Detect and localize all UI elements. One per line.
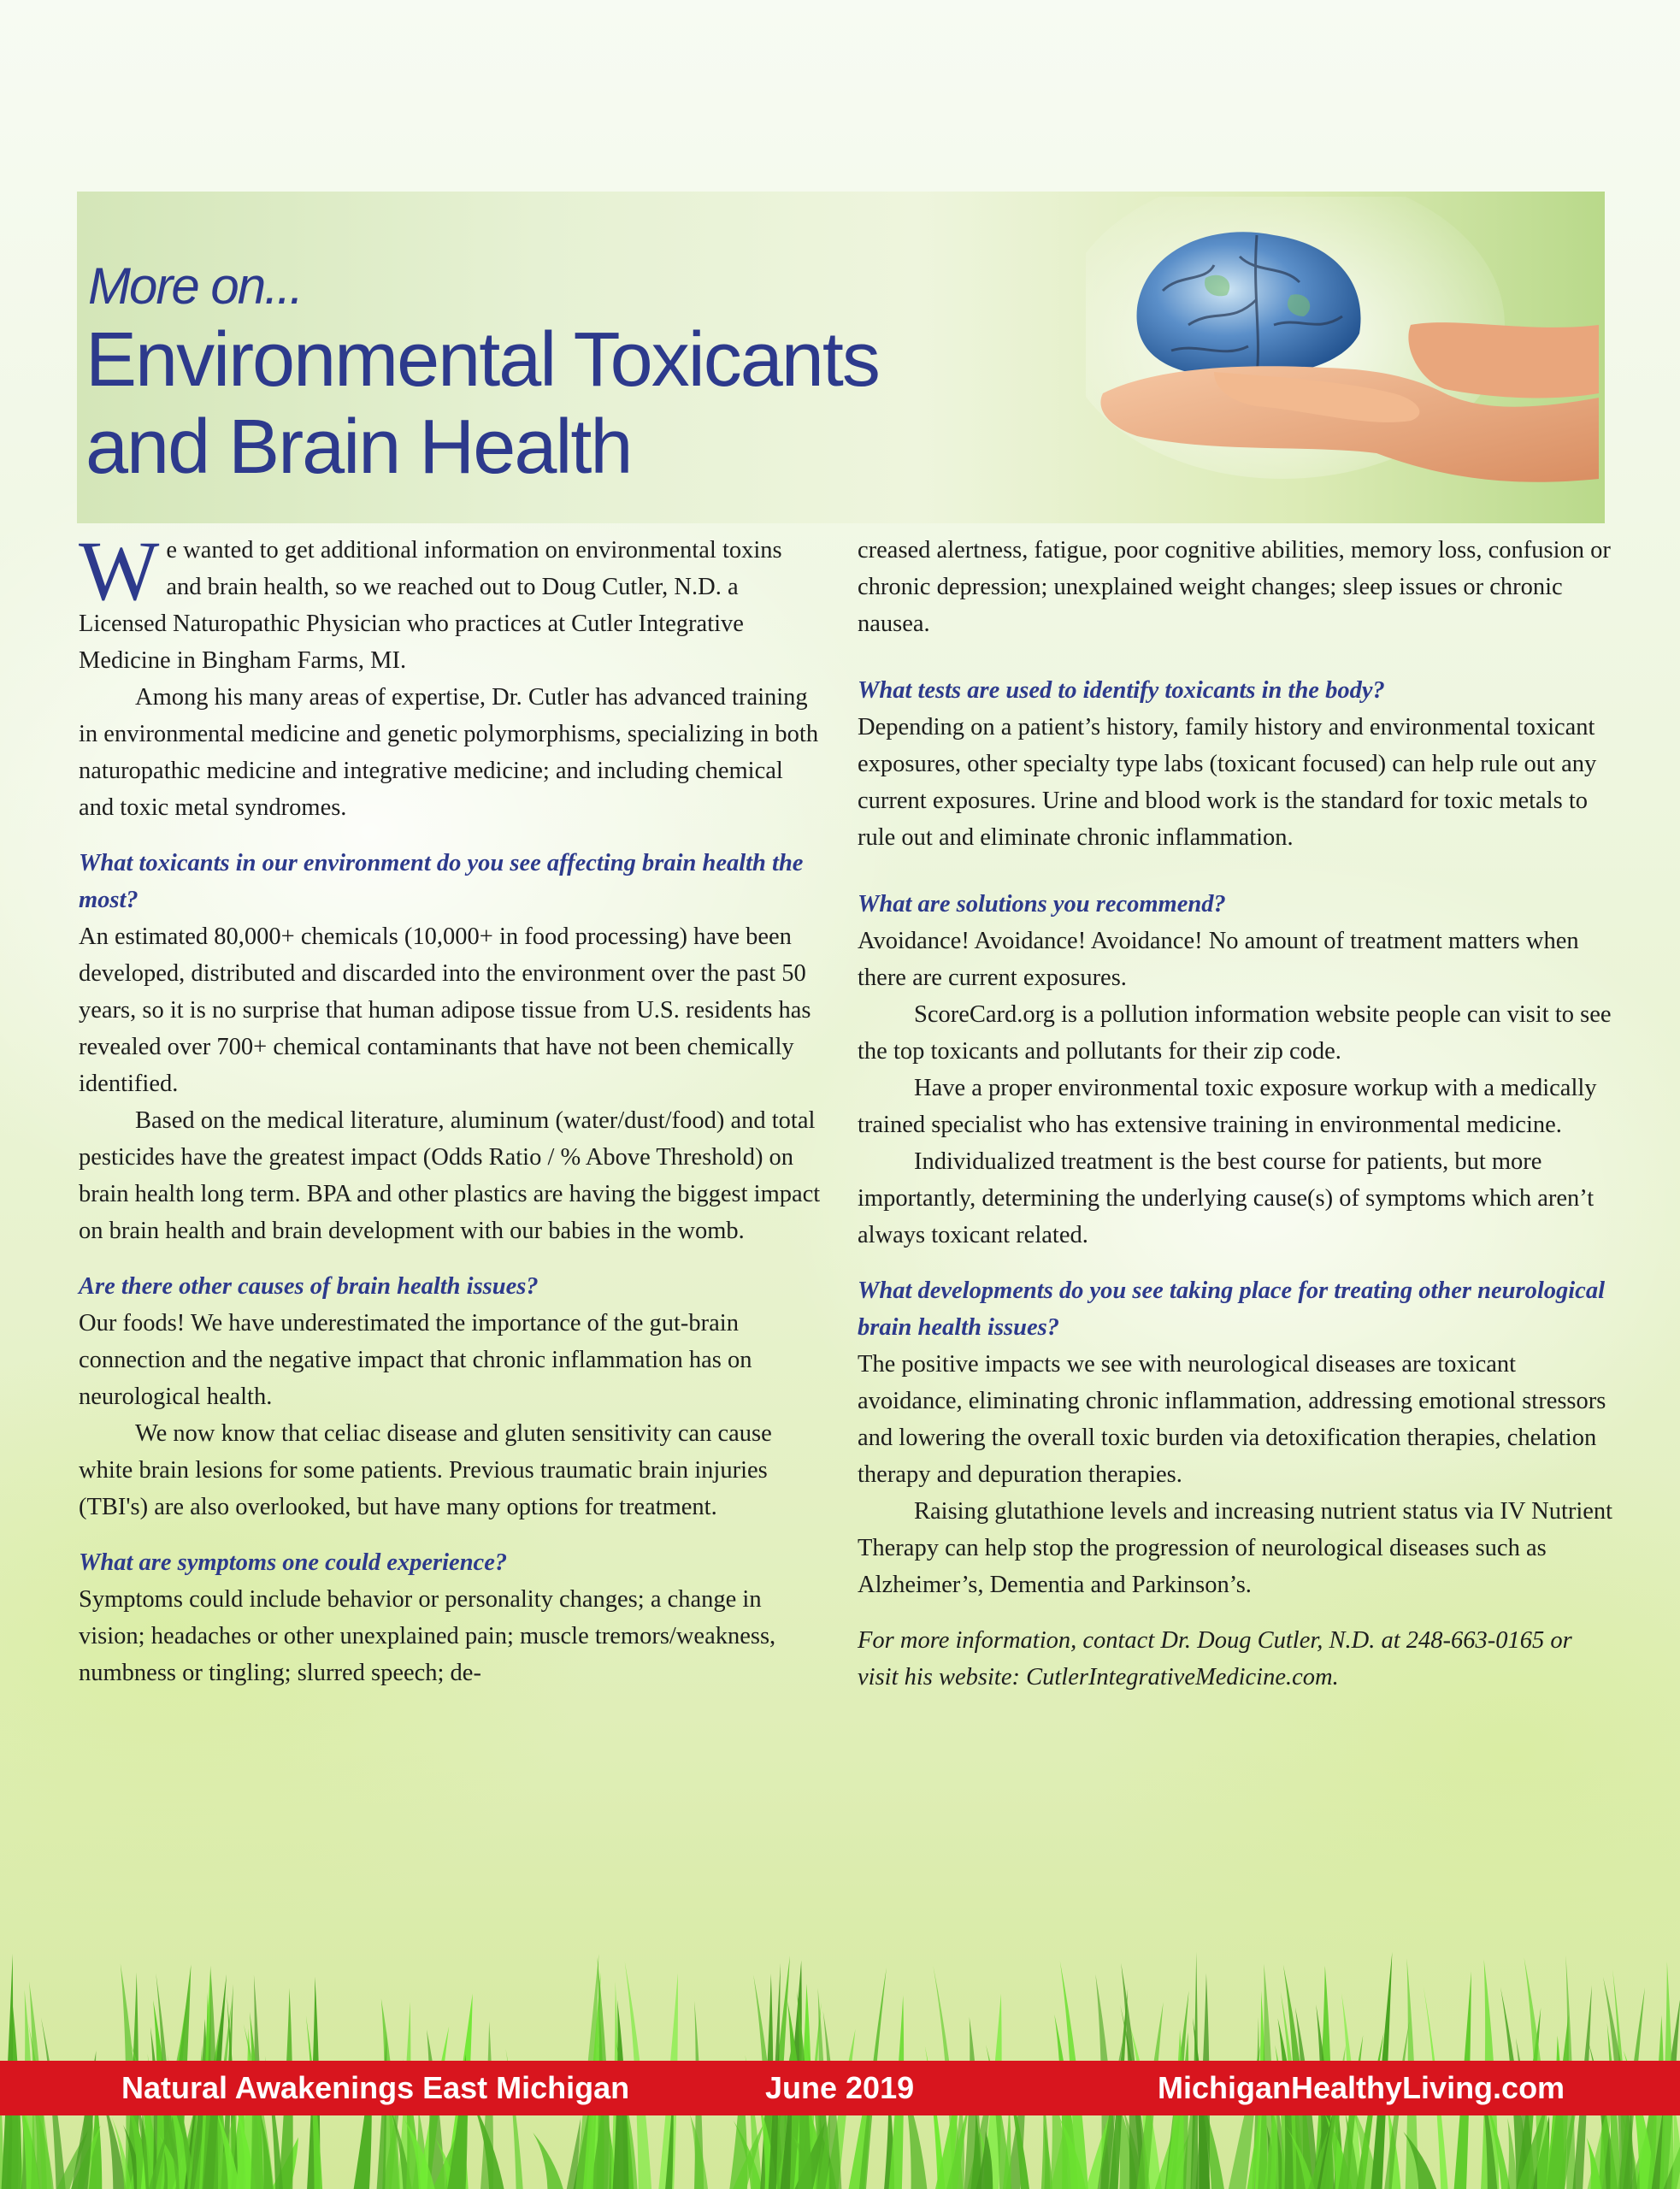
- intro-paragraph-2: Among his many areas of expertise, Dr. Cutler has advanced training in environmental medicine and genetic polymorphisms, specializing in both naturopathic medicine and integrative medicine; and including chemical and toxic metal syndromes.: [79, 684, 819, 821]
- question-heading: What tests are used to identify toxicants in the body?: [858, 677, 1385, 704]
- question-heading: What developments do you see taking place for treating other neurological brain health issues?: [858, 1277, 1605, 1341]
- issue-date: June 2019: [765, 2070, 915, 2105]
- answer-paragraph: Depending on a patient’s history, family history and environmental toxicant exposures, other specialty type labs (toxicant focused) can help rule out any current exposures. Urine and blood work is the standard for toxic metals to rule out and eliminate chronic inflammation.: [858, 714, 1597, 851]
- question-heading: What are solutions you recommend?: [858, 891, 1226, 917]
- answer-paragraph: An estimated 80,000+ chemicals (10,000+ in food processing) have been developed, distributed and discarded into the environment over the past 50 years, so it is no surprise that human adipose tissue from U.S. residents has revealed over 700+ chemical contaminants that have not been chemically identified.: [79, 923, 811, 1097]
- answer-paragraph: Symptoms could include behavior or personality changes; a change in vision; headaches or other unexplained pain; muscle tremors/weakness, numbness or tingling; slurred speech; de-: [79, 1586, 776, 1686]
- question-heading: What are symptoms one could experience?: [79, 1549, 508, 1576]
- answer-paragraph: Our foods! We have underestimated the importance of the gut-brain connection and the negative impact that chronic inflammation has on neurological health.: [79, 1310, 752, 1410]
- kicker: More on...: [88, 257, 303, 315]
- answer-paragraph: Have a proper environmental toxic exposure workup with a medically trained specialist who has extensive training in environmental medicine.: [858, 1075, 1597, 1138]
- answer-paragraph: Avoidance! Avoidance! Avoidance! No amount of treatment matters when there are current exposures.: [858, 928, 1579, 991]
- answer-paragraph: Raising glutathione levels and increasing nutrient status via IV Nutrient Therapy can help stop the progression of neurological diseases such as Alzheimer’s, Dementia and Parkinson’s.: [858, 1498, 1613, 1598]
- website-link[interactable]: MichiganHealthyLiving.com: [1158, 2070, 1565, 2105]
- intro-text: e wanted to get additional information on environmental toxins and brain health, so we reached out to Doug Cutler, N.D. a Licensed Naturopathic Physician who practices at Cutler Integrative Medicine in Bingham Farms, MI.: [79, 537, 782, 674]
- answer-paragraph: We now know that celiac disease and gluten sensitivity can cause white brain lesions for some patients. Previous traumatic brain injuries (TBI's) are also overlooked, but have many options for treatment.: [79, 1420, 772, 1520]
- right-column: [858, 532, 1614, 1696]
- publication-name: Natural Awakenings East Michigan: [121, 2070, 630, 2105]
- question-heading: Are there other causes of brain health issues?: [79, 1273, 539, 1300]
- footer-bar: [0, 2061, 1680, 2115]
- answer-paragraph-continued: creased alertness, fatigue, poor cognitive abilities, memory loss, confusion or chronic depression; unexplained weight changes; sleep issues or chronic nausea.: [858, 537, 1611, 637]
- hands-holding-brain-image: [1086, 197, 1599, 522]
- intro-paragraph: [79, 523, 822, 679]
- left-column: [79, 523, 822, 1691]
- drop-cap: W: [79, 523, 160, 618]
- question-heading: What toxicants in our environment do you see affecting brain health the most?: [79, 850, 804, 913]
- answer-paragraph: Based on the medical literature, aluminum (water/dust/food) and total pesticides have the greatest impact (Odds Ratio / % Above Threshold) on brain health long term. BPA and other plastics are having the biggest impact on brain health and brain development with our babies in the womb.: [79, 1107, 821, 1244]
- answer-paragraph: Individualized treatment is the best course for patients, but more importantly, determining the underlying cause(s) of symptoms which aren’t always toxicant related.: [858, 1148, 1595, 1248]
- article-title: Environmental Toxicants and Brain Health: [85, 317, 879, 490]
- contact-info: For more information, contact Dr. Doug Cutler, N.D. at 248-663-0165 or visit his website: CutlerIntegrativeMedicine.com.: [858, 1627, 1572, 1690]
- answer-paragraph: The positive impacts we see with neurological diseases are toxicant avoidance, eliminating chronic inflammation, addressing emotional stressors and lowering the overall toxic burden via detoxification therapies, chelation therapy and depuration therapies.: [858, 1351, 1606, 1488]
- answer-paragraph: ScoreCard.org is a pollution information website people can visit to see the top toxicants and pollutants for their zip code.: [858, 1001, 1612, 1065]
